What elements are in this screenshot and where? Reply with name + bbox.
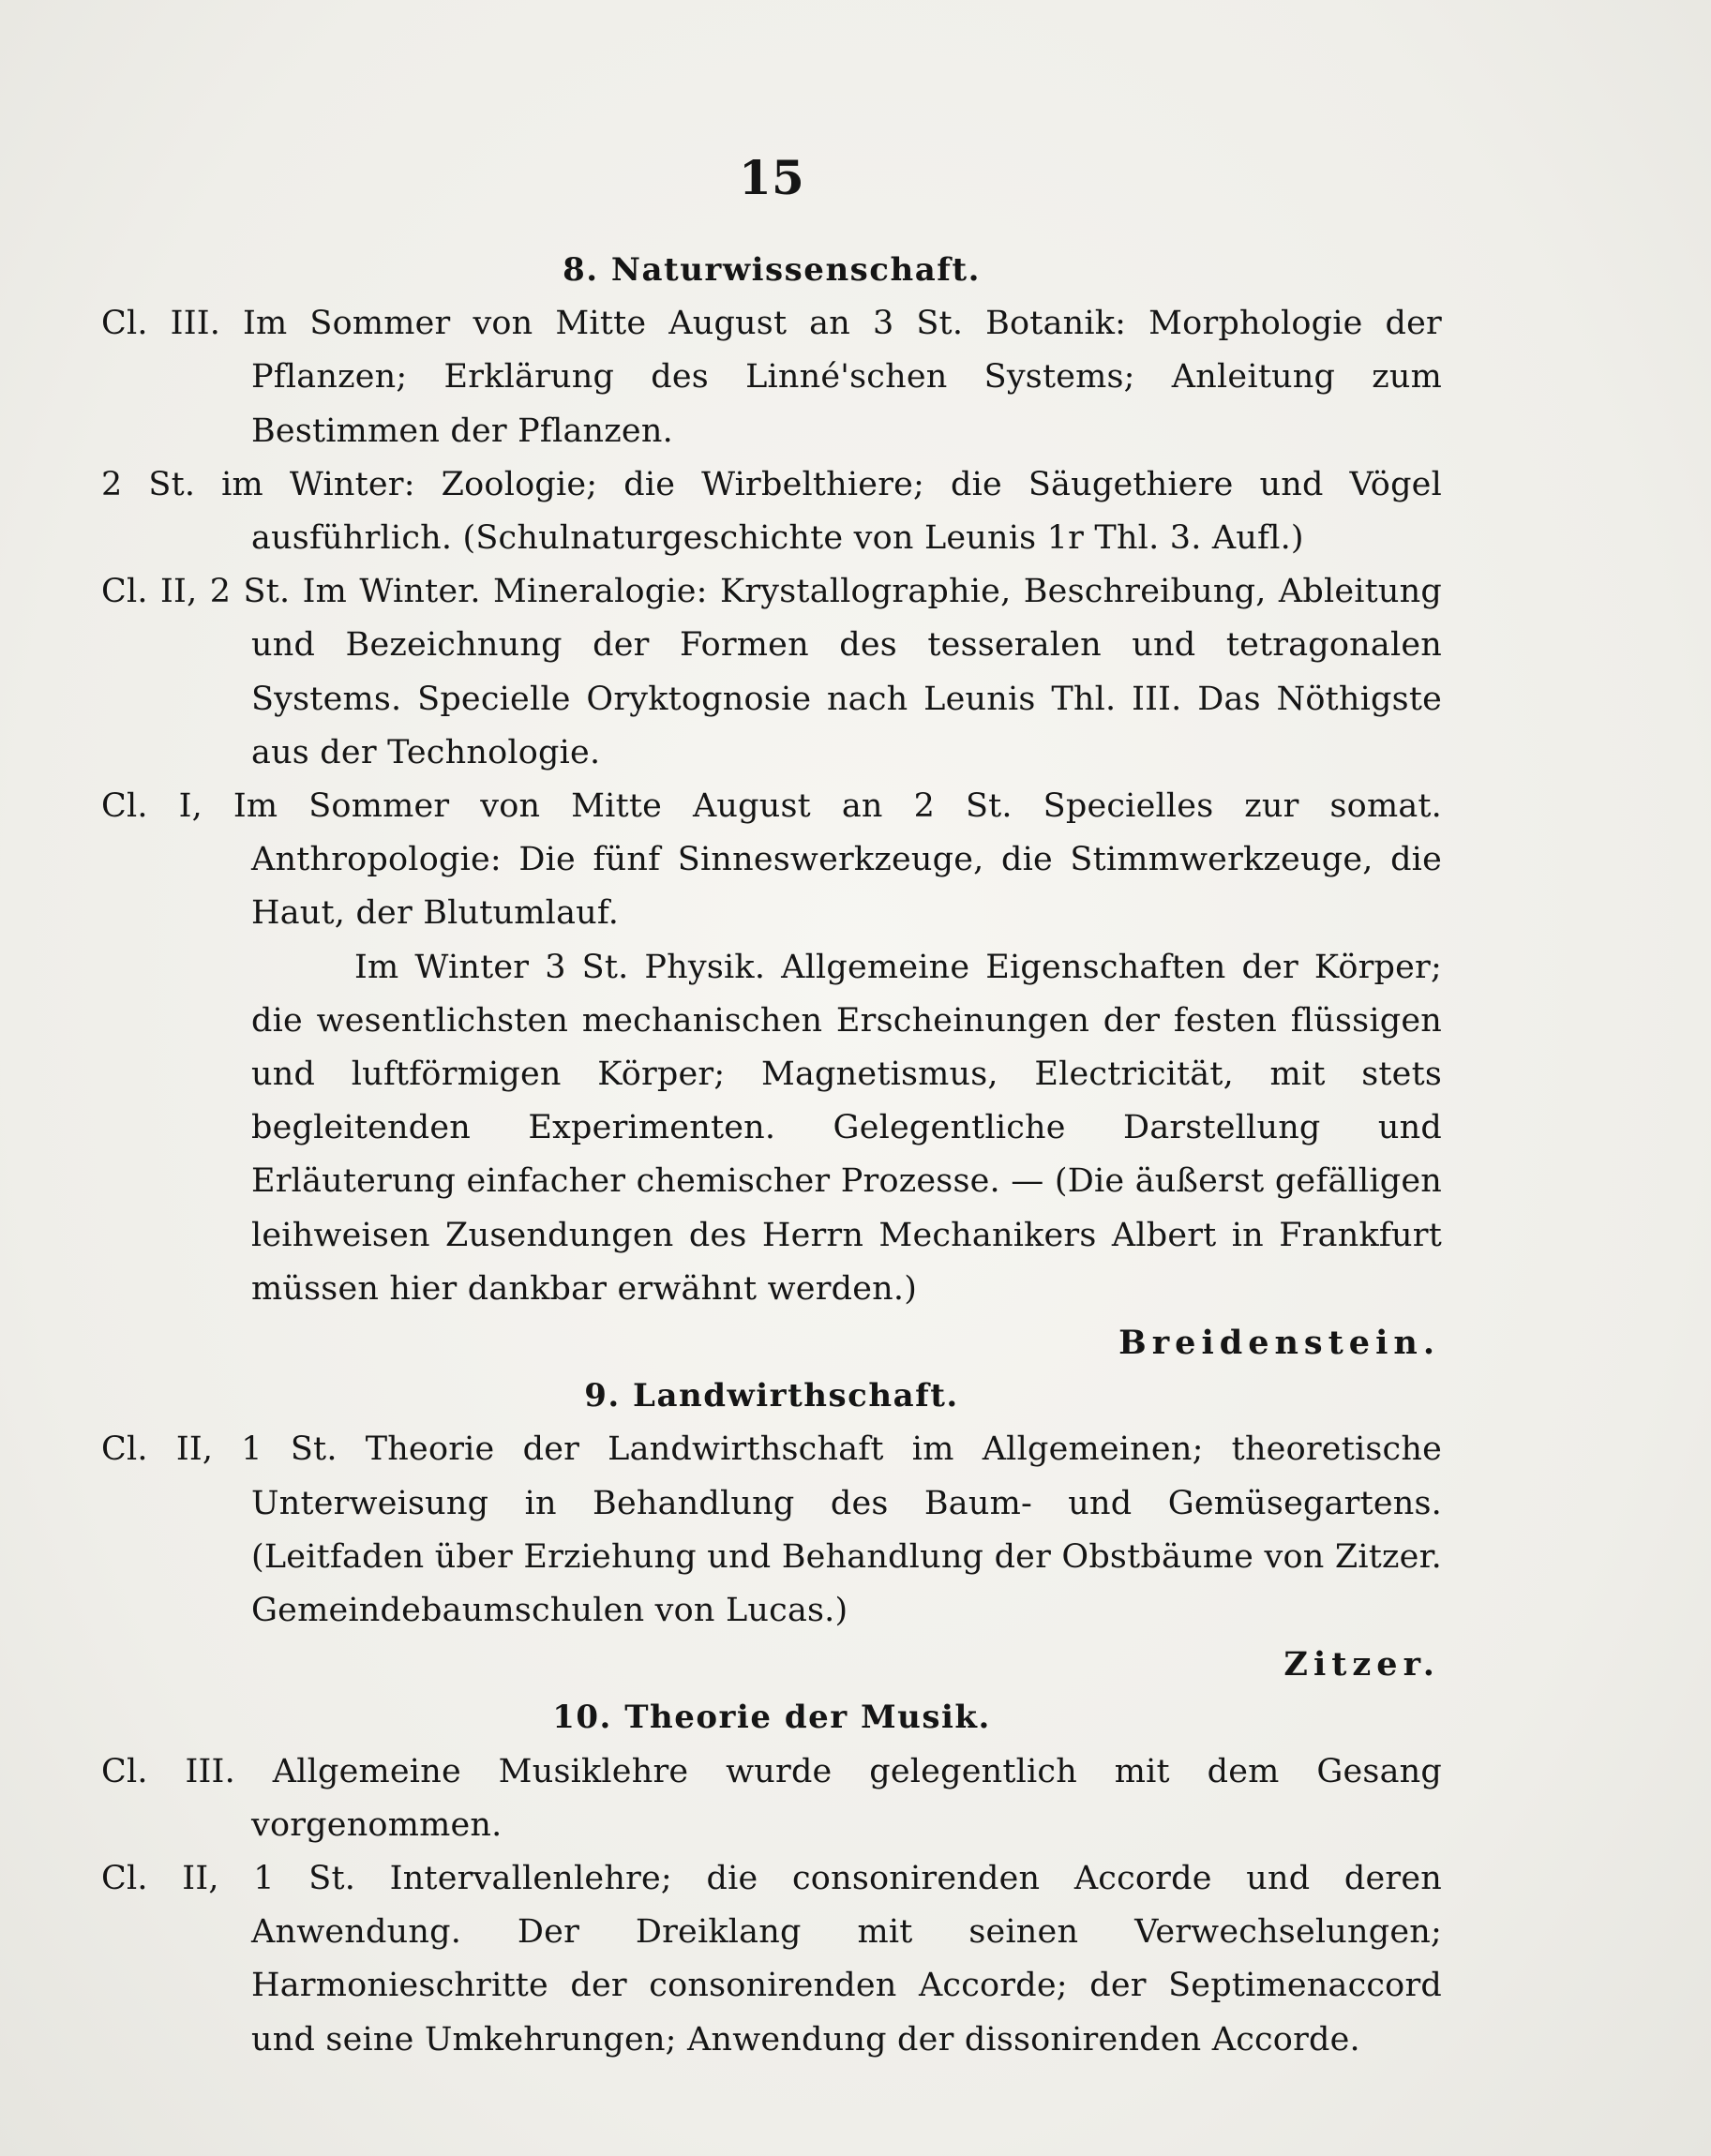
section-heading-landwirthschaft: 9. Landwirthschaft.: [584, 1377, 959, 1415]
page-text: [101, 145, 1442, 2067]
section-heading-naturwissenschaft: 8. Naturwissenschaft.: [563, 251, 981, 289]
entry-zoologie: 2 St. im Winter: Zoologie; die Wirbelthiere; die Säugethiere und Vögel ausführlich. (Schulnaturgeschichte von Leunis 1r Thl. 3. Aufl.): [101, 465, 1442, 557]
page-number: 15: [739, 150, 804, 205]
entry-physik: Im Winter 3 St. Physik. Allgemeine Eigenschaften der Körper; die wesentlichsten mechanischen Erscheinungen der festen flüssigen und luftförmigen Körper; Magnetismus, Electricität, mit stets begleitenden Experimenten. Gelegentliche Darstellung und Erläuterung einfacher chemischer Prozesse. — (Die äußerst gefälligen leihweisen Zusendungen des Herrn Mechanikers Albert in Frankfurt müssen hier dankbar erwähnt werden.): [251, 948, 1442, 1308]
entry-cl3-botanik: Cl. III. Im Sommer von Mitte August an 3 St. Botanik: Morphologie der Pflanzen; Erklärung des Linné'schen Systems; Anleitung zum Bestimmen der Pflanzen.: [101, 305, 1442, 450]
signature-zitzer: Zitzer.: [1283, 1645, 1440, 1684]
signature-breidenstein: Breidenstein.: [1118, 1324, 1440, 1363]
entry-cl2-mineralogie: Cl. II, 2 St. Im Winter. Mineralogie: Krystallographie, Beschreibung, Ableitung und Bezeichnung der Formen des tesseralen und tetragonalen Systems. Specielle Oryktognosie nach Leunis Thl. III. Das Nöthigste aus der Technologie.: [101, 573, 1442, 771]
entry-cl2-landwirthschaft: Cl. II, 1 St. Theorie der Landwirthschaft im Allgemeinen; theoretische Unterweisung in Behandlung des Baum- und Gemüsegartens. (Leitfaden über Erziehung und Behandlung der Obstbäume von Zitzer. Gemeindebaumschulen von Lucas.): [101, 1430, 1442, 1630]
entry-cl2-intervallenlehre: Cl. II, 1 St. Intervallenlehre; die consonirenden Accorde und deren Anwendung. Der Dreiklang mit seinen Verwechselungen; Harmonieschritte der consonirenden Accorde; der Septimenaccord und seine Umkehrungen; Anwendung der dissonirenden Accorde.: [101, 1860, 1442, 2059]
section-heading-theorie-der-musik: 10. Theorie der Musik.: [552, 1699, 991, 1737]
entry-cl1-anthropologie: Cl. I, Im Sommer von Mitte August an 2 St. Specielles zur somat. Anthropologie: Die fünf Sinneswerkzeuge, die Stimmwerkzeuge, die Haut, der Blutumlauf.: [101, 787, 1442, 933]
entry-cl3-musiklehre: Cl. III. Allgemeine Musiklehre wurde gelegentlich mit dem Gesang vorgenommen.: [101, 1752, 1442, 1844]
